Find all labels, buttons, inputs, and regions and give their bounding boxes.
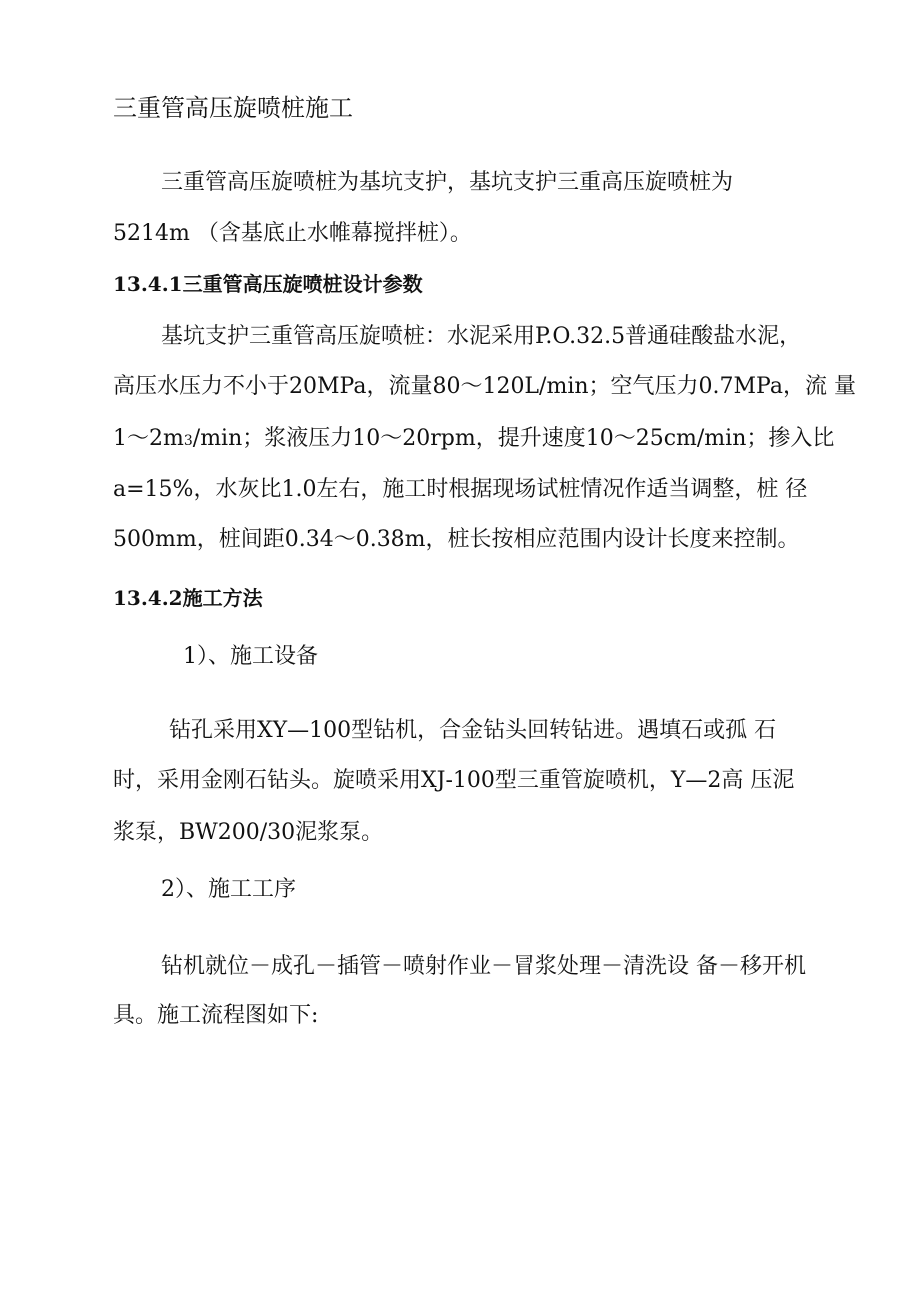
params-line-1: 基坑支护三重管高压旋喷桩：水泥采用P.O.32.5普通硅酸盐水泥， [161, 324, 802, 349]
params-line-4: a=15%，水灰比1.0左右，施工时根据现场试桩情况作适当调整，桩 径 [113, 477, 808, 502]
document-title: 三重管高压旋喷桩施工 [113, 94, 353, 122]
params-line-2: 高压水压力不小于20MPa，流量80〜120L/min；空气压力0.7MPa，流 量 [113, 374, 856, 399]
intro-line-1: 三重管高压旋喷桩为基坑支护，基坑支护三重高压旋喷桩为 [161, 170, 734, 195]
params-line-3-subscript: 3 [183, 433, 193, 449]
procedure-line-2: 具。施工流程图如下: [113, 1003, 319, 1028]
procedure-line-1: 钻机就位－成孔－插管－喷射作业－冒浆处理－清洗设 备－移开机 [161, 954, 806, 979]
equipment-line-3: 浆泵，BW200/30泥浆泵。 [113, 820, 384, 845]
equipment-line-1: 钻孔采用XY—100型钻机，合金钻头回转钻进。遇填石或孤 石 [169, 718, 777, 743]
params-line-5: 500mm，桩间距0.34〜0.38m，桩长按相应范围内设计长度来控制。 [113, 527, 800, 552]
item-label-procedure: 2）、施工工序 [161, 877, 296, 902]
equipment-line-2: 时，采用金刚石钻头。旋喷采用XJ-100型三重管旋喷机，Y—2高 压泥 [113, 768, 795, 793]
params-line-3 [113, 424, 834, 456]
params-line-3-a: 1〜2m [113, 426, 184, 451]
params-line-3-b: /min；浆液压力10〜20rpm，提升速度10〜25cm/min；掺入比 [192, 426, 835, 451]
section-heading-construction-method: 13.4.2施工方法 [113, 586, 263, 610]
intro-line-2: 5214m （含基底止水帷幕搅拌桩）。 [113, 221, 472, 246]
item-label-equipment: 1）、施工设备 [183, 644, 318, 669]
section-heading-design-params: 13.4.1三重管高压旋喷桩设计参数 [113, 272, 423, 296]
